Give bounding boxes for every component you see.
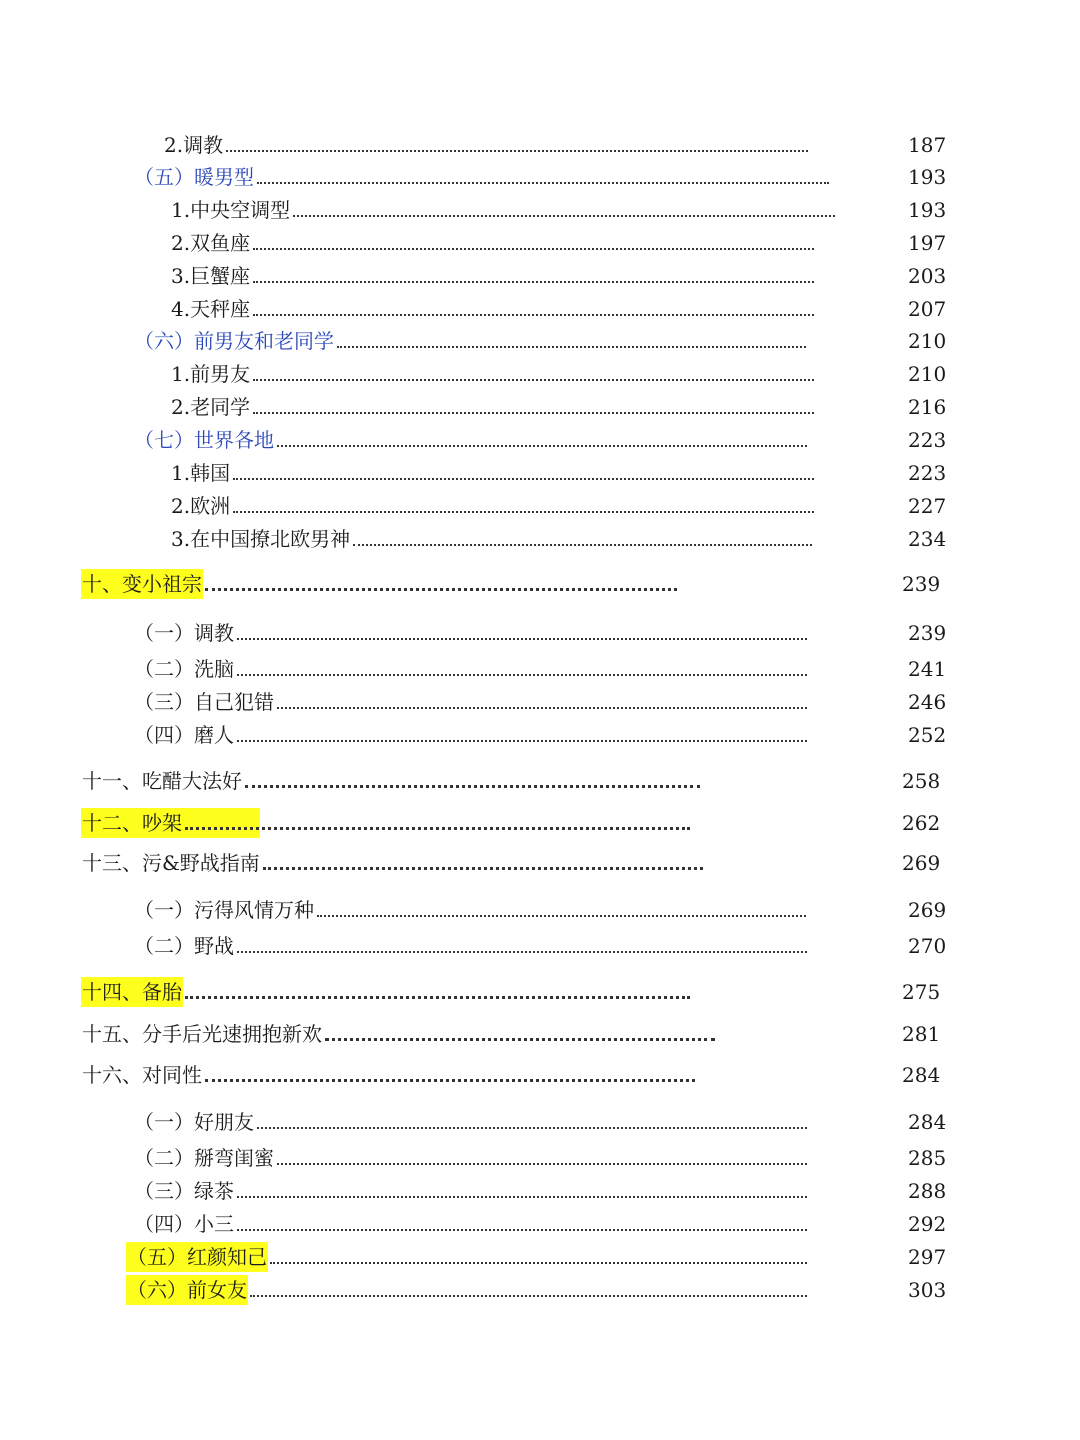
dot-leader [257, 1127, 807, 1129]
toc-entry[interactable] [0, 1019, 1080, 1049]
toc-entry[interactable] [0, 654, 1080, 684]
toc-entry[interactable] [0, 162, 1080, 192]
toc-entry-label: 1.前男友 [171, 362, 251, 386]
toc-entry-label: （五）红颜知己 [126, 1242, 268, 1272]
toc-entry[interactable] [0, 228, 1080, 258]
toc-entry-page-number: 288 [908, 1179, 947, 1203]
toc-entry-label: 十三、污&野战指南 [82, 851, 260, 875]
toc-entry[interactable] [0, 1143, 1080, 1173]
toc-entry-page-number: 197 [908, 231, 947, 255]
toc-entry-page-number: 284 [908, 1110, 947, 1134]
dot-leader [253, 314, 814, 316]
dot-leader [205, 588, 677, 591]
dot-leader [337, 346, 806, 348]
toc-entry[interactable] [0, 326, 1080, 356]
dot-leader [250, 1295, 807, 1297]
toc-entry-page-number: 223 [908, 461, 947, 485]
toc-entry-label: （四）小三 [134, 1212, 234, 1236]
dot-leader [237, 1196, 807, 1198]
toc-entry-page-number: 239 [908, 621, 947, 645]
toc-entry-page-number: 252 [908, 723, 947, 747]
toc-entry[interactable] [0, 895, 1080, 925]
toc-entry-label: （七）世界各地 [134, 428, 274, 452]
toc-entry[interactable] [0, 618, 1080, 648]
toc-entry-page-number: 193 [908, 165, 947, 189]
toc-entry-label: （三）自己犯错 [134, 690, 274, 714]
dot-leader [253, 248, 814, 250]
toc-entry-page-number: 270 [908, 934, 947, 958]
toc-entry[interactable] [0, 848, 1080, 878]
toc-entry[interactable] [0, 1209, 1080, 1239]
toc-entry-label: （六）前男友和老同学 [134, 329, 334, 353]
toc-entry-label: （三）绿茶 [134, 1179, 234, 1203]
toc-entry[interactable] [0, 1107, 1080, 1137]
toc-entry-label: 2.调教 [164, 133, 224, 157]
toc-entry[interactable] [0, 1060, 1080, 1090]
toc-entry-page-number: 234 [908, 527, 947, 551]
toc-entry-page-number: 223 [908, 428, 947, 452]
toc-entry-page-number: 246 [908, 690, 947, 714]
toc-entry-page-number: 281 [902, 1022, 941, 1046]
toc-entry[interactable] [0, 808, 1080, 838]
toc-entry[interactable] [0, 425, 1080, 455]
toc-entry-label: 2.老同学 [171, 395, 251, 419]
toc-entry-page-number: 285 [908, 1146, 947, 1170]
toc-entry-page-number: 207 [908, 297, 947, 321]
dot-leader [353, 544, 812, 546]
toc-entry-page-number: 193 [908, 198, 947, 222]
toc-entry-page-number: 210 [908, 362, 947, 386]
toc-entry[interactable] [0, 458, 1080, 488]
toc-entry-label: （二）掰弯闺蜜 [134, 1146, 274, 1170]
toc-entry-page-number: 216 [908, 395, 947, 419]
toc-entry[interactable] [0, 491, 1080, 521]
toc-entry-page-number: 297 [908, 1245, 947, 1269]
dot-leader [245, 785, 700, 788]
toc-entry[interactable] [0, 720, 1080, 750]
toc-entry[interactable] [0, 687, 1080, 717]
dot-leader [226, 150, 808, 152]
dot-leader [325, 1038, 715, 1041]
dot-leader [233, 511, 814, 513]
toc-entry-page-number: 275 [902, 980, 941, 1004]
toc-entry[interactable] [0, 766, 1080, 796]
dot-leader [237, 951, 807, 953]
dot-leader [205, 1079, 695, 1082]
toc-entry-label: （六）前女友 [126, 1275, 248, 1305]
toc-entry-label: 3.在中国撩北欧男神 [171, 527, 351, 551]
toc-entry-page-number: 203 [908, 264, 947, 288]
dot-leader [253, 379, 814, 381]
dot-leader [270, 1262, 807, 1264]
toc-entry-label: 1.中央空调型 [171, 198, 291, 222]
toc-entry-label: 3.巨蟹座 [171, 264, 251, 288]
toc-entry-label: 1.韩国 [171, 461, 231, 485]
toc-entry-label: 2.欧洲 [171, 494, 231, 518]
toc-entry-page-number: 239 [902, 572, 941, 596]
toc-entry[interactable] [0, 392, 1080, 422]
toc-entry[interactable] [0, 130, 1080, 160]
toc-entry-page-number: 303 [908, 1278, 947, 1302]
toc-entry-label: （一）调教 [134, 621, 234, 645]
dot-leader [293, 215, 835, 217]
toc-entry[interactable] [0, 1275, 1080, 1305]
toc-entry-label: 十二、吵架 [81, 808, 183, 838]
dot-leader [317, 915, 806, 917]
dot-leader [237, 638, 807, 640]
toc-entry-page-number: 292 [908, 1212, 947, 1236]
toc-entry[interactable] [0, 359, 1080, 389]
toc-entry-label: 4.天秤座 [171, 297, 251, 321]
dot-leader [277, 707, 807, 709]
toc-entry-label: 十五、分手后光速拥抱新欢 [82, 1022, 322, 1046]
toc-entry[interactable] [0, 569, 1080, 599]
toc-entry-page-number: 187 [908, 133, 947, 157]
toc-entry[interactable] [0, 195, 1080, 225]
dot-leader [277, 445, 807, 447]
toc-entry-page-number: 210 [908, 329, 947, 353]
toc-entry-label: （二）野战 [134, 934, 234, 958]
toc-entry[interactable] [0, 261, 1080, 291]
toc-entry[interactable] [0, 931, 1080, 961]
dot-leader [237, 674, 807, 676]
toc-entry-label: 十六、对同性 [82, 1063, 202, 1087]
dot-leader [237, 740, 807, 742]
dot-leader [253, 281, 814, 283]
toc-entry-label: （五）暖男型 [134, 165, 254, 189]
dot-leader [263, 867, 703, 870]
toc-entry-label: 十四、备胎 [81, 977, 183, 1007]
toc-entry[interactable] [0, 1242, 1080, 1272]
toc-entry-page-number: 227 [908, 494, 947, 518]
toc-entry-label: （二）洗脑 [134, 657, 234, 681]
dot-leader [277, 1163, 807, 1165]
dot-leader [185, 996, 690, 999]
toc-entry-page-number: 269 [908, 898, 947, 922]
dot-leader [237, 1229, 807, 1231]
dot-leader [233, 478, 814, 480]
toc-entry-label: 十、变小祖宗 [81, 569, 203, 599]
toc-entry-page-number: 262 [902, 811, 941, 835]
toc-entry-label: （一）污得风情万种 [134, 898, 314, 922]
toc-entry-label: 2.双鱼座 [171, 231, 251, 255]
toc-entry-page-number: 284 [902, 1063, 941, 1087]
toc-entry-page-number: 241 [908, 657, 947, 681]
toc-entry[interactable] [0, 977, 1080, 1007]
toc-entry-label: 十一、吃醋大法好 [82, 769, 242, 793]
toc-entry-label: （一）好朋友 [134, 1110, 254, 1134]
toc-entry-page-number: 258 [902, 769, 941, 793]
toc-entry-page-number: 269 [902, 851, 941, 875]
dot-leader [253, 412, 814, 414]
toc-entry-label: （四）磨人 [134, 723, 234, 747]
dot-leader [185, 827, 690, 830]
dot-leader [257, 182, 829, 184]
toc-entry[interactable] [0, 294, 1080, 324]
toc-entry[interactable] [0, 524, 1080, 554]
toc-entry[interactable] [0, 1176, 1080, 1206]
